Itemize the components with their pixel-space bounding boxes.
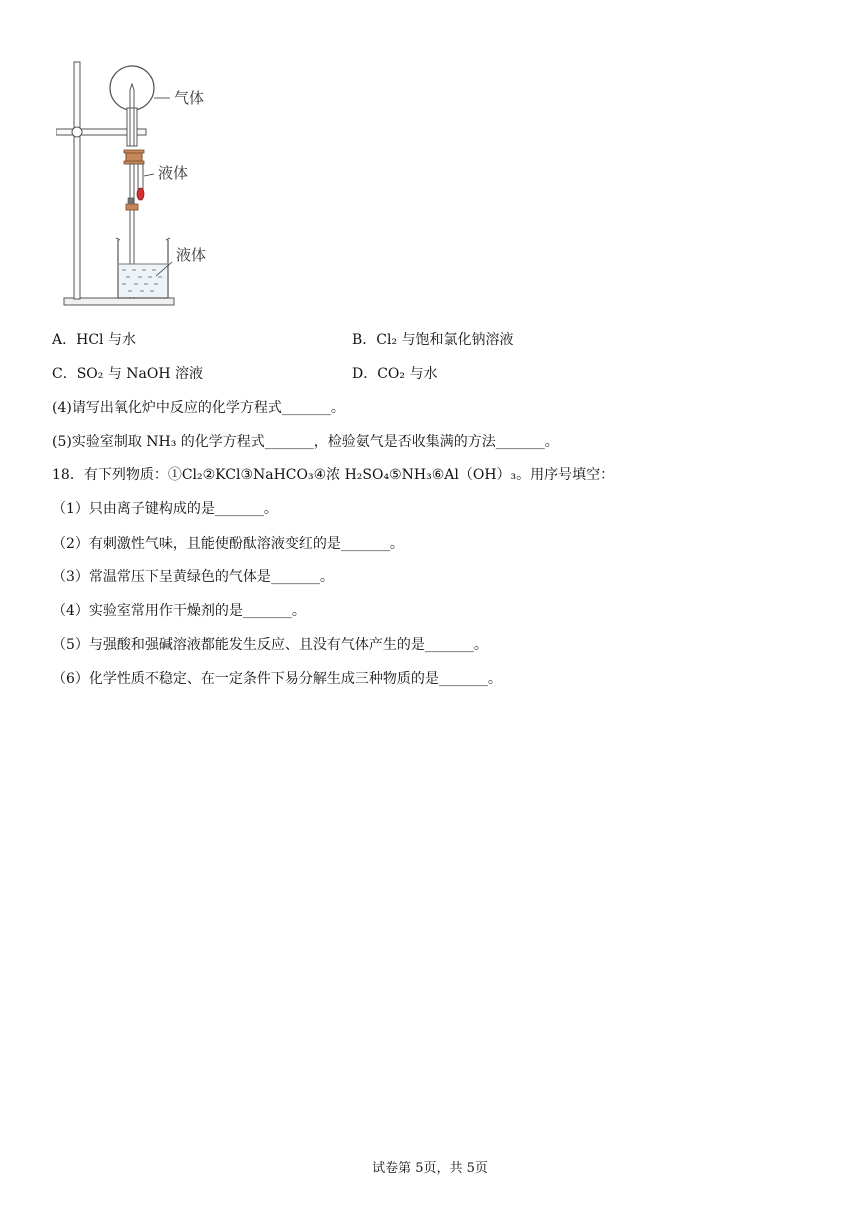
- question-5: (5)实验室制取 NH₃ 的化学方程式_______，检验氨气是否收集满的方法_______。: [52, 434, 559, 450]
- question-18-item: （6）化学性质不稳定、在一定条件下易分解生成三种物质的是_______。: [52, 671, 502, 687]
- figure-label-liquid-beaker: 液体: [176, 246, 207, 264]
- flask-bulb: [110, 66, 154, 110]
- flask-neck: [127, 108, 137, 146]
- rubber-stopper: [126, 152, 142, 162]
- dropper-tube: [138, 164, 143, 190]
- clamp-screw: [72, 127, 82, 137]
- figure-label-liquid-dropper: 液体: [158, 164, 189, 182]
- question-18-item: （4）实验室常用作干燥剂的是_______。: [52, 603, 306, 619]
- dropper-bulb: [137, 188, 144, 200]
- fountain-apparatus-figure: [56, 58, 226, 312]
- option-c: C．SO₂ 与 NaOH 溶液: [52, 366, 204, 382]
- question-18-item: （2）有刺激性气味，且能使酚酞溶液变红的是_______。: [52, 536, 404, 552]
- question-18-item: （1）只由离子键构成的是_______。: [52, 501, 278, 517]
- pinch-clamp: [126, 204, 138, 210]
- question-18-item: （3）常温常压下呈黄绿色的气体是_______。: [52, 569, 334, 585]
- option-b: B．Cl₂ 与饱和氯化钠溶液: [352, 332, 514, 348]
- figure-label-gas: 气体: [174, 89, 205, 107]
- option-d: D．CO₂ 与水: [352, 366, 438, 382]
- option-a: A．HCl 与水: [52, 332, 136, 348]
- question-18-item: （5）与强酸和强碱溶液都能发生反应、且没有气体产生的是_______。: [52, 637, 488, 653]
- question-4: (4)请写出氧化炉中反应的化学方程式_______。: [52, 400, 345, 416]
- beaker-liquid: [119, 264, 167, 297]
- question-18-stem: 18．有下列物质：①Cl₂②KCl③NaHCO₃④浓 H₂SO₄⑤NH₃⑥Al（OH）₃。用序号填空：: [52, 467, 615, 483]
- stand-rod: [74, 62, 80, 299]
- page-footer: 试卷第 5页，共 5页: [372, 1161, 488, 1176]
